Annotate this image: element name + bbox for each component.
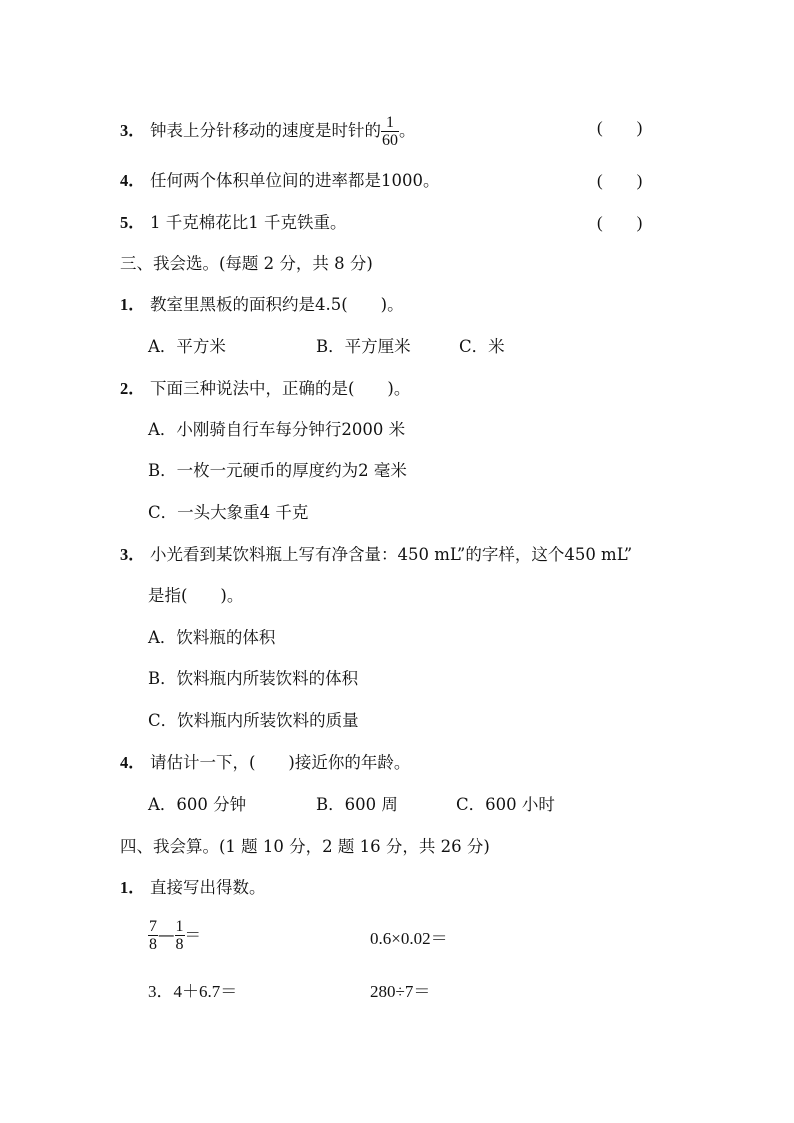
question-text: 请估计一下，( )接近你的年龄。 xyxy=(150,753,411,772)
choice-question-2: 2． 下面三种说法中，正确的是( )。 xyxy=(120,379,411,398)
option-b[interactable]: B．一枚一元硬币的厚度约为2 毫米 xyxy=(148,461,407,480)
section-4-title: 四、我会算。(1 题 10 分，2 题 16 分，共 26 分) xyxy=(120,837,490,856)
fraction-one-eighth xyxy=(175,918,185,953)
choice-question-3: 3． 小光看到某饮料瓶上写有净含量：450 mL”的字样，这个450 mL” xyxy=(120,545,633,564)
fraction-numerator: 1 xyxy=(175,918,184,935)
fraction-denominator: 8 xyxy=(149,936,157,953)
option-c[interactable]: C．饮料瓶内所装饮料的质量 xyxy=(148,711,359,730)
calc-question-1: 1． 直接写出得数。 xyxy=(120,878,266,897)
question-text-continued: 是指( )。 xyxy=(148,586,244,605)
question-number: 4 xyxy=(120,171,129,190)
fraction-seven-eighths xyxy=(148,918,158,953)
calc-expression-2: 0.6×0.02＝ xyxy=(370,929,448,948)
question-text: 教室里黑板的面积约是4.5( )。 xyxy=(150,295,404,314)
option-c[interactable]: C．米 xyxy=(459,337,505,356)
minus-sign: — xyxy=(158,925,175,945)
question-number: 3 xyxy=(120,121,129,140)
question-text: 1 千克棉花比1 千克铁重。 xyxy=(150,213,347,232)
fraction-denominator: 8 xyxy=(175,936,184,953)
answer-blank[interactable]: ( ) xyxy=(597,171,643,190)
question-number: 1 xyxy=(120,295,129,314)
question-text: 钟表上分针移动的速度是时针的 xyxy=(150,121,381,140)
question-number: 5 xyxy=(120,213,129,232)
fraction-one-sixtieth xyxy=(381,114,399,149)
question-number: 4 xyxy=(120,753,129,772)
equals-sign: ＝ xyxy=(184,925,201,945)
option-c[interactable]: C．一头大象重4 千克 xyxy=(148,503,309,522)
fraction-numerator: 7 xyxy=(149,918,157,935)
choice-question-4: 4． 请估计一下，( )接近你的年龄。 xyxy=(120,753,411,772)
option-b[interactable]: B．饮料瓶内所装饮料的体积 xyxy=(148,669,359,688)
question-text: 直接写出得数。 xyxy=(150,878,266,897)
calc-expression-fraction xyxy=(148,918,201,953)
question-number: 3 xyxy=(120,545,129,564)
option-b[interactable]: B．600 周 xyxy=(316,795,398,814)
option-a[interactable]: A．平方米 xyxy=(148,337,226,356)
question-text: 任何两个体积单位间的进率都是1000。 xyxy=(150,171,440,190)
question-text-end: 。 xyxy=(399,121,416,140)
choice-question-1: 1． 教室里黑板的面积约是4.5( )。 xyxy=(120,295,404,314)
judge-question-3: 3． 钟表上分针移动的速度是时针的 $\frac{1}{60}$ 。 xyxy=(120,114,416,149)
answer-blank[interactable]: ( ) xyxy=(597,118,643,137)
question-text: 下面三种说法中，正确的是( )。 xyxy=(150,379,411,398)
option-a[interactable]: A．小刚骑自行车每分钟行2000 米 xyxy=(148,420,406,439)
question-text: 小光看到某饮料瓶上写有净含量：450 mL”的字样，这个450 mL” xyxy=(150,545,633,564)
calc-expression-4: 280÷7＝ xyxy=(370,982,431,1001)
option-a[interactable]: A．600 分钟 xyxy=(148,795,247,814)
fraction-numerator: 1 xyxy=(381,114,399,132)
section-3-title: 三、我会选。(每题 2 分，共 8 分) xyxy=(120,254,373,273)
calc-expression-3: 3．4＋6.7＝ xyxy=(148,982,238,1001)
question-number: 2 xyxy=(120,379,129,398)
option-b[interactable]: B．平方厘米 xyxy=(316,337,411,356)
option-a[interactable]: A．饮料瓶的体积 xyxy=(148,628,276,647)
question-number: 1 xyxy=(120,878,129,897)
answer-blank[interactable]: ( ) xyxy=(597,213,643,232)
fraction-denominator: 60 xyxy=(382,132,398,149)
option-c[interactable]: C．600 小时 xyxy=(456,795,555,814)
judge-question-4: 4． 任何两个体积单位间的进率都是1000。 xyxy=(120,171,440,190)
judge-question-5: 5． 1 千克棉花比1 千克铁重。 xyxy=(120,213,347,232)
